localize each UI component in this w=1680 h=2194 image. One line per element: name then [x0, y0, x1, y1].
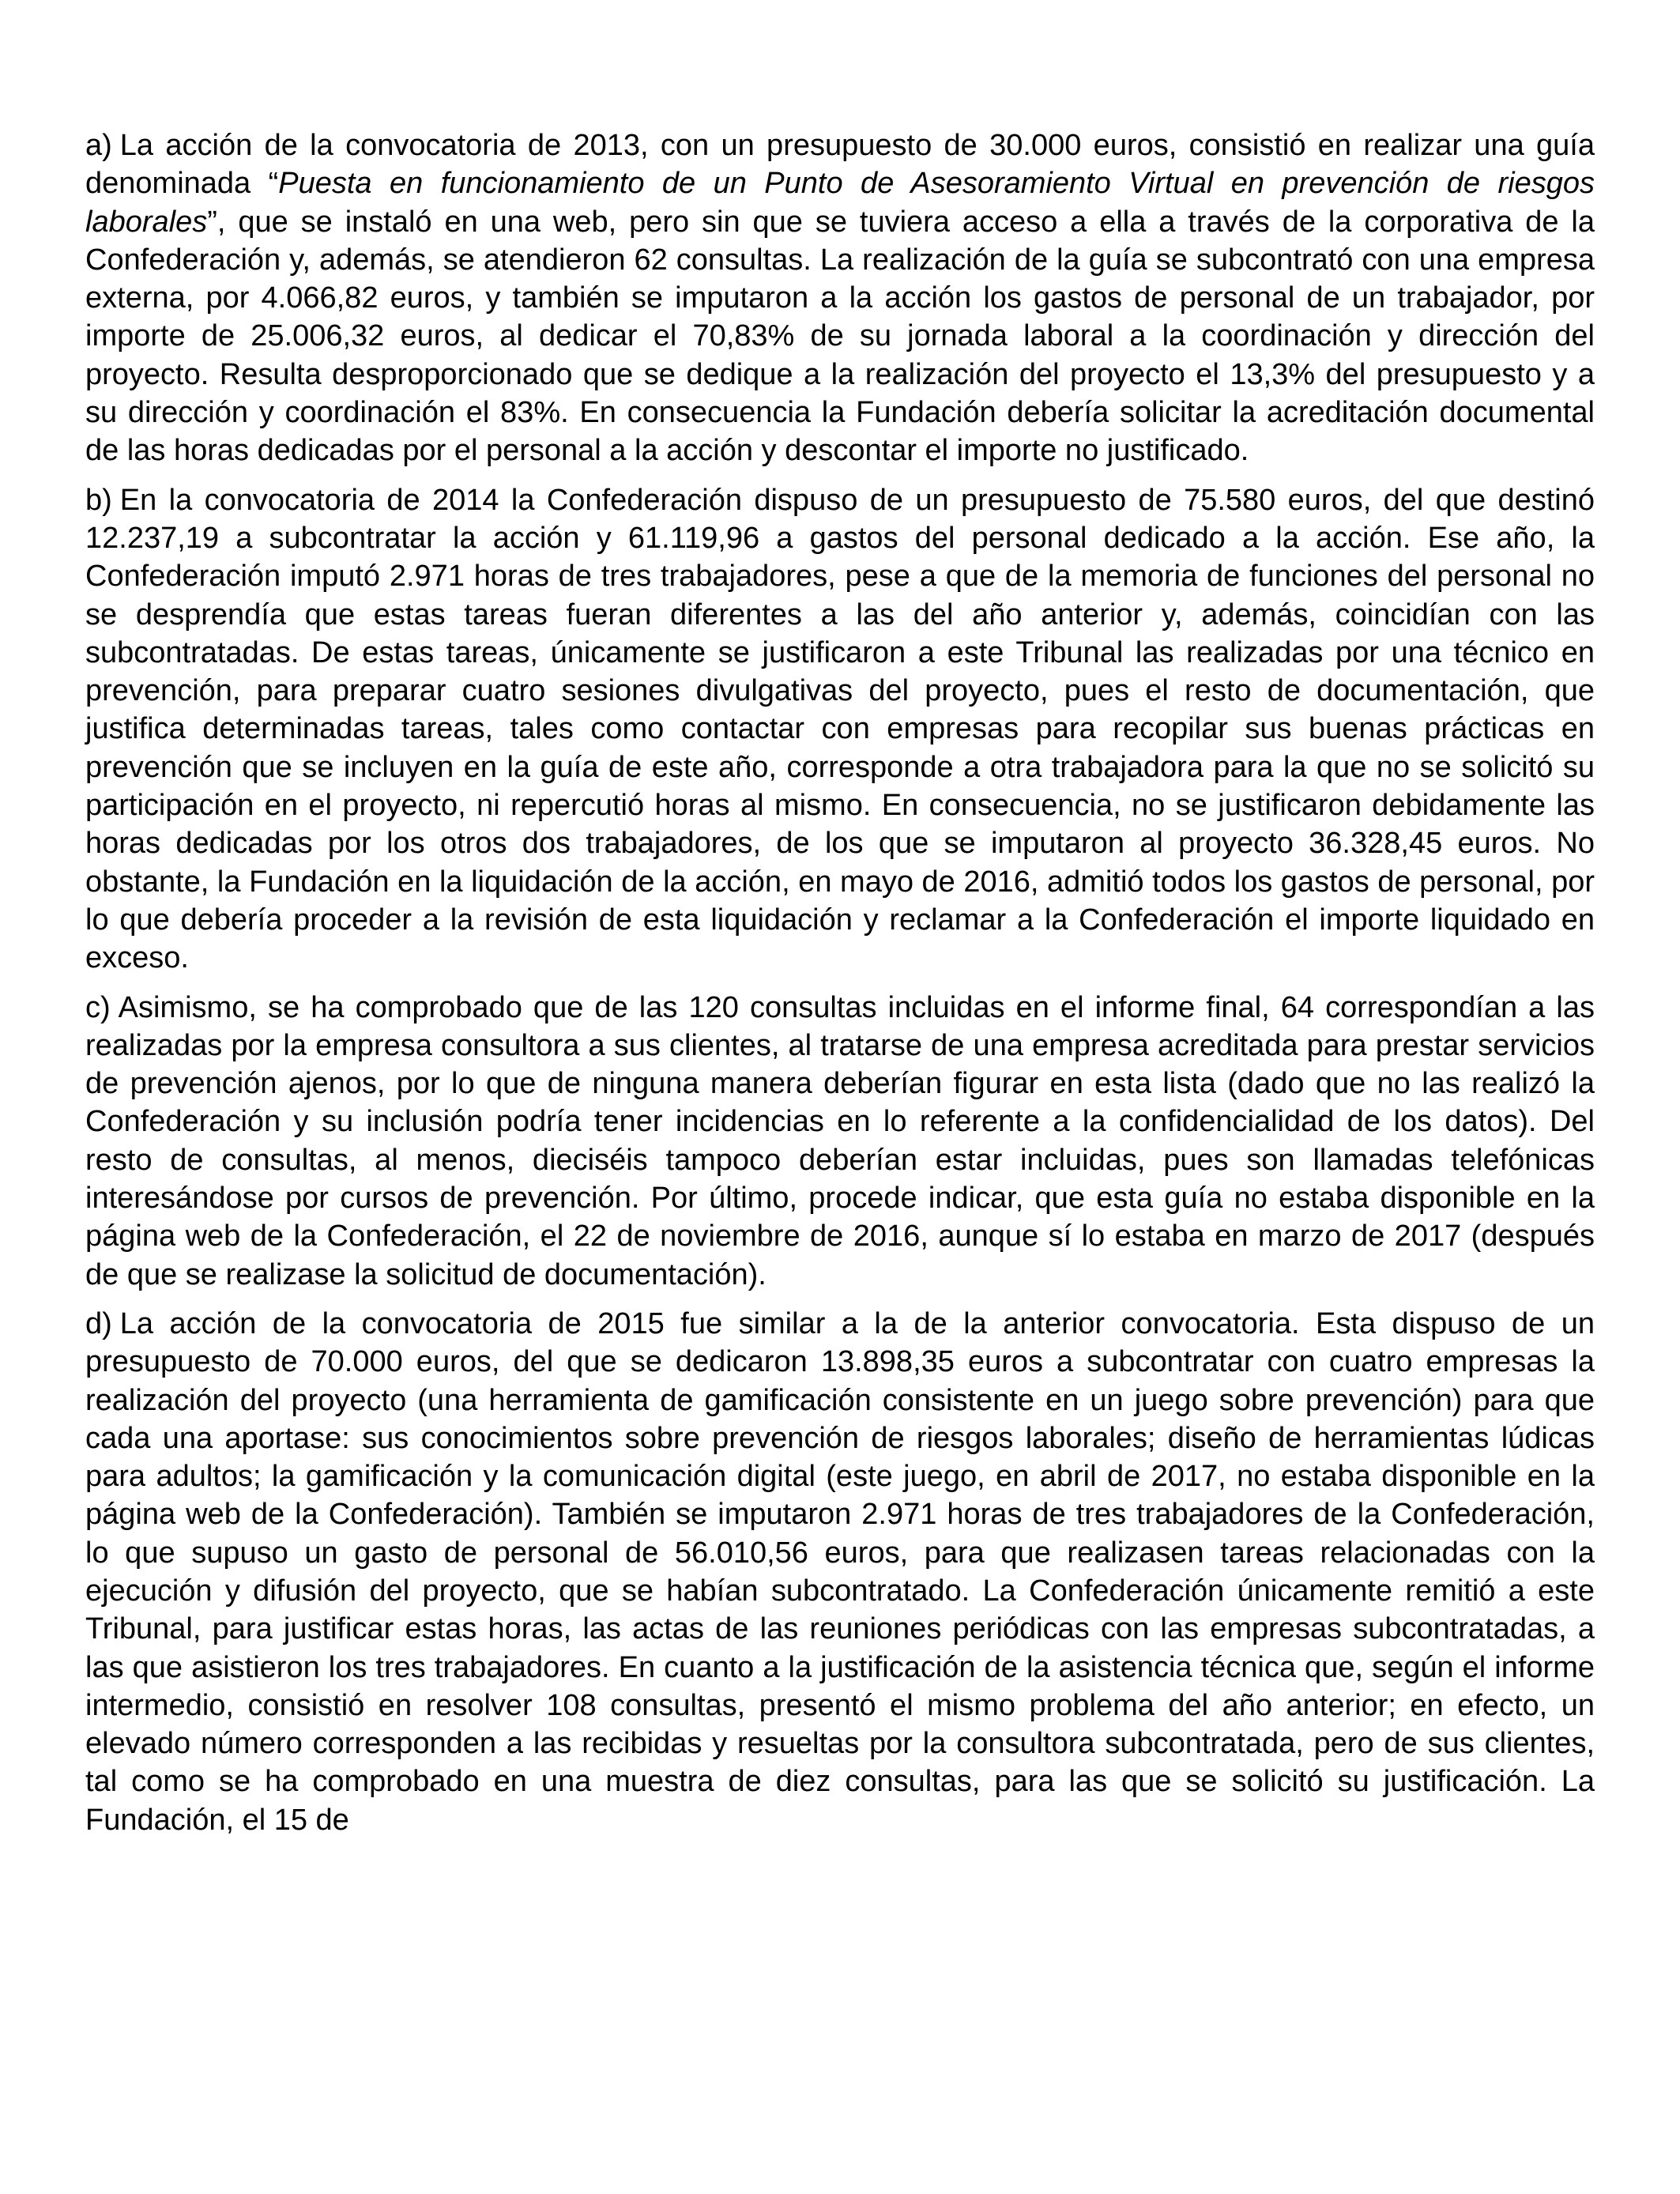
paragraph-label: a) [85, 129, 112, 162]
paragraph-text: Asimismo, se ha comprobado que de las 120 consultas incluidas en el informe final, 64 correspondían a las realizadas por la empresa consultora a sus clientes, al tratarse de una empresa acreditada para prestar servicios de prevención ajenos, por lo que de ninguna manera deberían figurar en esta lista (dado que no las realizó la Confederación y su inclusión podría tener incidencias en lo referente a la confidencialidad de los datos). Del resto de consultas, al menos, dieciséis tampoco deberían estar incluidas, pues son llamadas telefónicas interesándose por cursos de prevención. Por último, procede indicar, que esta guía no estaba disponible en la página web de la Confederación, el 22 de noviembre de 2016, aunque sí lo estaba en marzo de 2017 (después de que se realizase la solicitud de documentación). [85, 990, 1595, 1291]
paragraph-b [85, 481, 1595, 978]
paragraph-a [85, 126, 1595, 470]
paragraph-text: En la convocatoria de 2014 la Confederación dispuso de un presupuesto de 75.580 euros, del que destinó 12.237,19 a subcontratar la acción y 61.119,96 a gastos del personal dedicado a la acción. Ese año, la Confederación imputó 2.971 horas de tres trabajadores, pese a que de la memoria de funciones del personal no se desprendía que estas tareas fueran diferentes a las del año anterior y, además, coincidían con las subcontratadas. De estas tareas, únicamente se justificaron a este Tribunal las realizadas por una técnico en prevención, para preparar cuatro sesiones divulgativas del proyecto, pues el resto de documentación, que justifica determinadas tareas, tales como contactar con empresas para recopilar sus buenas prácticas en prevención que se incluyen en la guía de este año, corresponde a otra trabajadora para la que no se solicitó su participación en el proyecto, ni repercutió horas al mismo. En consecuencia, no se justificaron debidamente las horas dedicadas por los otros dos trabajadores, de los que se imputaron al proyecto 36.328,45 euros. No obstante, la Fundación en la liquidación de la acción, en mayo de 2016, admitió todos los gastos de personal, por lo que debería proceder a la revisión de esta liquidación y reclamar a la Confederación el importe liquidado en exceso. [85, 483, 1595, 975]
paragraph-text: ”, que se instaló en una web, pero sin que se tuviera acceso a ella a través de la corporativa de la Confederación y, además, se atendieron 62 consultas. La realización de la guía se subcontrató con una empresa externa, por 4.066,82 euros, y también se imputaron a la acción los gastos de personal de un trabajador, por importe de 25.006,32 euros, al dedicar el 70,83% de su jornada laboral a la coordinación y dirección del proyecto. Resulta desproporcionado que se dedique a la realización del proyecto el 13,3% del presupuesto y a su dirección y coordinación el 83%. En consecuencia la Fundación debería solicitar la acreditación documental de las horas dedicadas por el personal a la acción y descontar el importe no justificado. [85, 205, 1595, 468]
guide-title: Puesta en funcionamiento de un Punto de Asesoramiento Virtual en prevención de riesgos laborales [85, 167, 1595, 239]
paragraph-label: c) [85, 990, 111, 1024]
document-page [85, 126, 1595, 1850]
paragraph-d [85, 1305, 1595, 1839]
paragraph-label: b) [85, 483, 112, 517]
paragraph-c [85, 989, 1595, 1294]
paragraph-text: La acción de la convocatoria de 2013, con un presupuesto de 30.000 euros, consistió en realizar una guía denominada “ [85, 129, 1595, 201]
paragraph-text: La acción de la convocatoria de 2015 fue similar a la de la anterior convocatoria. Esta dispuso de un presupuesto de 70.000 euros, del que se dedicaron 13.898,35 euros a subcontratar con cuatro empresas la realización del proyecto (una herramienta de gamificación consistente en un juego sobre prevención) para que cada una aportase: sus conocimientos sobre prevención de riesgos laborales; diseño de herramientas lúdicas para adultos; la gamificación y la comunicación digital (este juego, en abril de 2017, no estaba disponible en la página web de la Confederación). También se imputaron 2.971 horas de tres trabajadores de la Confederación, lo que supuso un gasto de personal de 56.010,56 euros, para que realizasen tareas relacionadas con la ejecución y difusión del proyecto, que se habían subcontratado. La Confederación únicamente remitió a este Tribunal, para justificar estas horas, las actas de las reuniones periódicas con las empresas subcontratadas, a las que asistieron los tres trabajadores. En cuanto a la justificación de la asistencia técnica que, según el informe intermedio, consistió en resolver 108 consultas, presentó el mismo problema del año anterior; en efecto, un elevado número corresponden a las recibidas y resueltas por la consultora subcontratada, pero de sus clientes, tal como se ha comprobado en una muestra de diez consultas, para las que se solicitó su justificación. La Fundación, el 15 de [85, 1306, 1595, 1837]
paragraph-label: d) [85, 1306, 112, 1340]
